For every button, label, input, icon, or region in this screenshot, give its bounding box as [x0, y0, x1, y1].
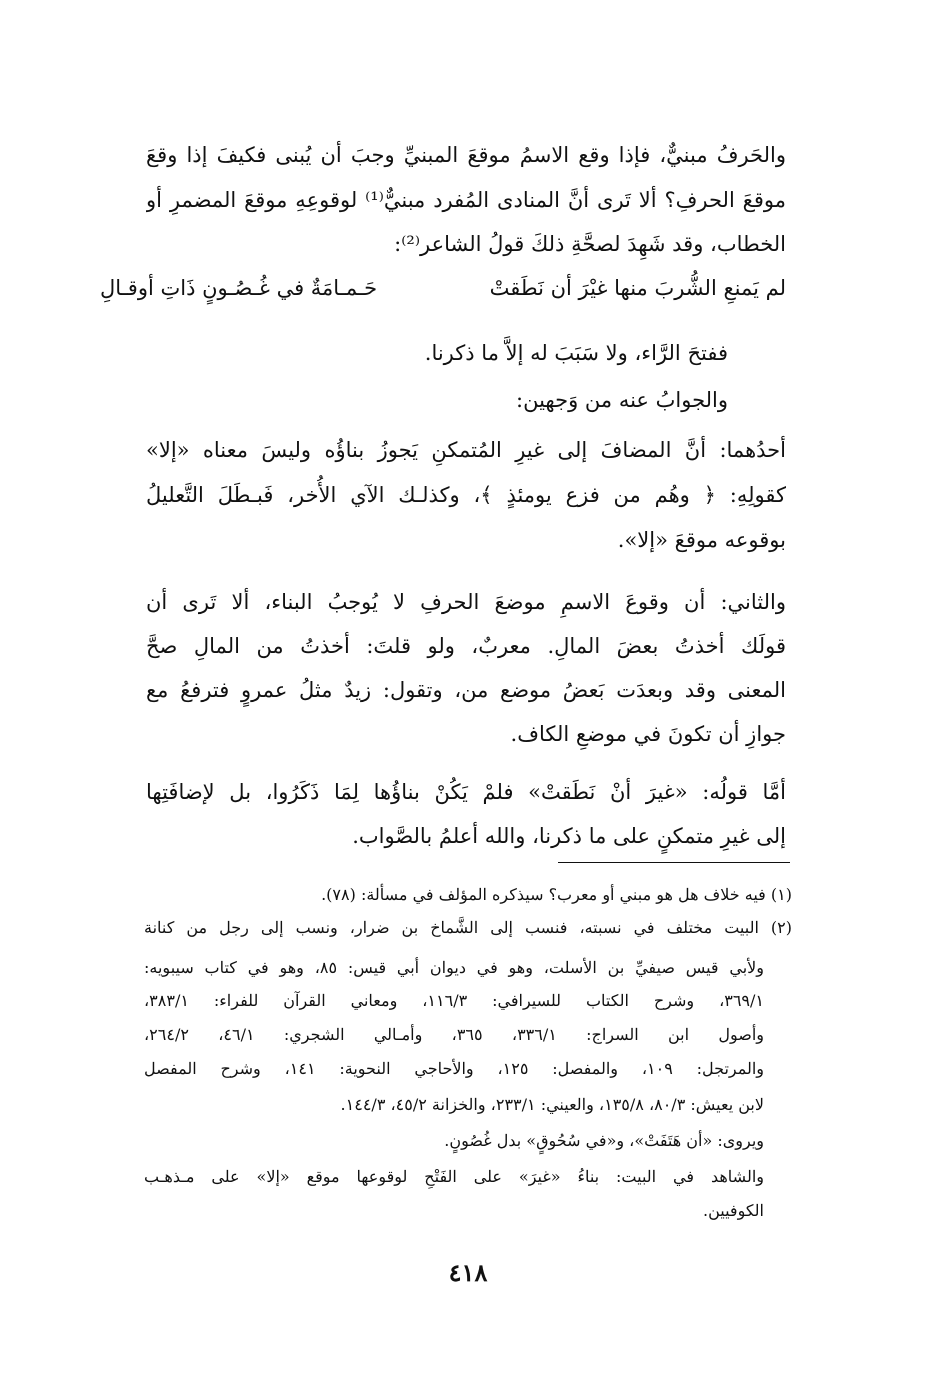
body-line: المعنى وقد وبعدَت بَعضُ موضع من، وتقول: زيدٌ مثلُ عمروٍ فترفعُ مع: [146, 678, 786, 702]
body-line: موقعَ الحرفِ؟ ألا تَرى أنَّ المنادى المُفرد مبنيٌّ⁽¹⁾ لوقوعِهِ موقعَ المضمرِ أو: [146, 188, 786, 212]
footnote-evidence-line: والشاهد في البيت: بناءُ «غيرَ» على الفَتْحِ لوقوعها موقع «إلا» على مـذهـب: [144, 1167, 764, 1186]
body-line: إلى غيرِ متمكنٍ على ما ذكرنا، والله أعلمُ بالصَّواب.: [352, 824, 786, 848]
verse-second-hemistich: حَـمـامَةٌ في غُـصُـونٍ ذَاتِ أوقـالِ: [100, 276, 378, 300]
body-line: أحدُهما: أنَّ المضافَ إلى غيرِ المُتمكنِ يَجوزُ بناؤُه وليسَ معناه «إلا»: [146, 438, 786, 462]
footnote-2-line: لابن يعيش: ٨٠/٣، ١٣٥/٨، والعيني: ٢٣٣/١، والخزانة ٤٥/٢، ١٤٤/٣.: [340, 1095, 764, 1114]
footnote-2-line: وأصول ابن السراج: ٣٣٦/١، ٣٦٥، وأمـالي الشجري: ٤٦/١، ٢٦٤/٢،: [144, 1025, 764, 1044]
body-line: بوقوعه موقعَ «إلا».: [617, 528, 786, 552]
body-line: والثاني: أن وقوعَ الاسمِ موضعَ الحرفِ لا يُوجبُ البناء، ألا تَرى أن: [146, 590, 786, 614]
footnote-1: (١) فيه خلاف هل هو مبني أو معرب؟ سيذكره المؤلف في مسألة: (٧٨).: [321, 885, 792, 904]
body-line: والحَرفُ مبنيٌّ، فإذا وقع الاسمُ موقعَ المبنيِّ وجبَ أن يُبنى فكيفَ إذا وقعَ: [146, 143, 786, 167]
footnote-separator: [558, 862, 790, 863]
body-line: والجوابُ عنه من وَجهين:: [516, 388, 728, 412]
body-line: قولَك أخذتُ بعضَ المالِ. معربٌ، ولو قلتَ: أخذتُ من المالِ صحَّ: [146, 634, 786, 658]
footnote-2-line: والمرتجل: ١٠٩، والمفصل: ١٢٥، والأحاجي النحوية: ١٤١، وشرح المفصل: [144, 1059, 764, 1078]
body-line: أمَّا قولُه: «غيرَ أنْ نَطَقتْ» فلمْ يَكُنْ بناؤُها لِمَا ذَكَرُوا، بل لإضافَتِها: [146, 780, 786, 804]
footnote-2-line: (٢) البيت مختلف في نسبته، فنسب إلى الشَّماخ بن ضرار، ونسب إلى رجل من كنانة: [144, 918, 792, 937]
footnote-2-line: ولأبي قيس صيفيِّ بن الأسلت، وهو في ديوان أبي قيس: ٨٥، وهو في كتاب سيبويه:: [144, 958, 764, 977]
page-number: ٤١٨: [448, 1258, 488, 1287]
body-line: جوازِ أن تكونَ في موضعِ الكاف.: [510, 722, 786, 746]
verse-first-hemistich: لم يَمنعِ الشُّربَ منها غيْرَ أن نَطَقتْ: [489, 276, 786, 300]
body-line: كقولِهِ: ﴿ وهُم من فزع يومئذٍ ﴾، وكذلـك الآي الأُخر، فَبـطَلَ التَّعليلُ: [146, 483, 786, 507]
body-line: ففتحَ الرَّاء، ولا سَبَبَ له إلاَّ ما ذكرنا.: [424, 341, 728, 365]
footnote-variant: ويروى: «أن هَتَفَتْ»، و«في سُحُوقٍ» بدل غُصُونٍ.: [444, 1131, 764, 1150]
footnote-2-line: ٣٦٩/١، وشرح الكتاب للسيرافي: ١١٦/٣، ومعاني القرآن للفراء: ٣٨٣/١،: [144, 991, 764, 1010]
body-line: الخطاب، وقد شَهِدَ لصحَّةِ ذلكَ قولُ الشاعر⁽²⁾:: [394, 232, 786, 256]
footnote-evidence-line: الكوفيين.: [703, 1201, 764, 1220]
